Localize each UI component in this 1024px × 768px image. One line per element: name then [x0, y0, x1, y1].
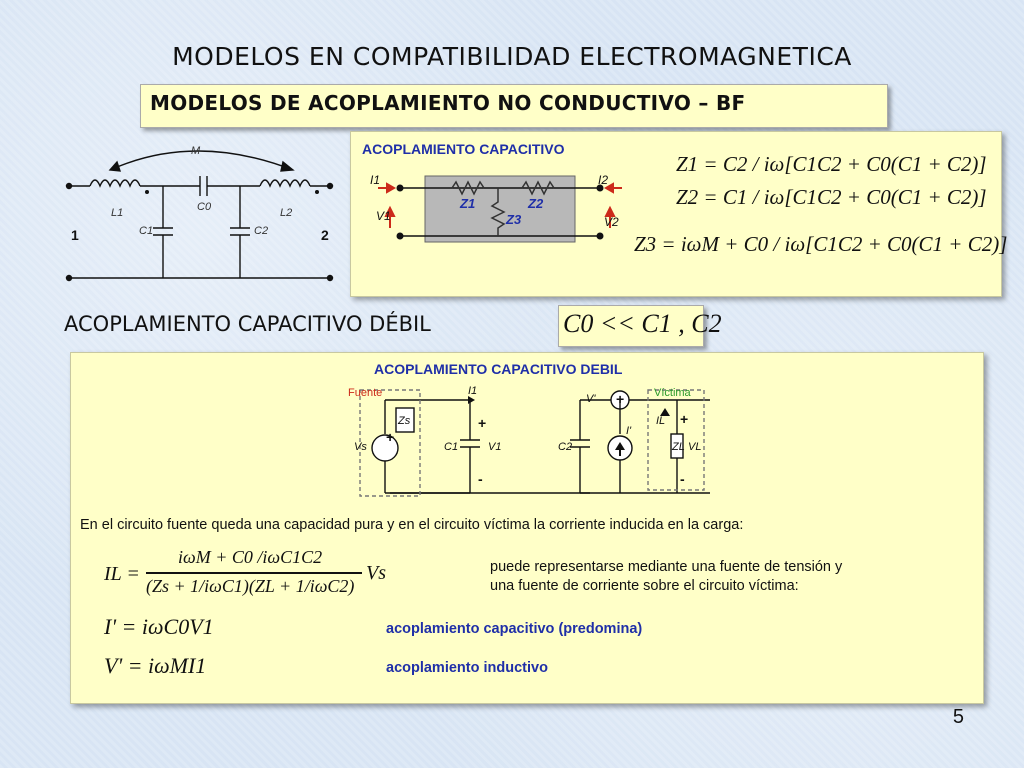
z3-label: Z3 [506, 212, 522, 227]
il-eq-numerator: iωM + C0 /iωC1C2 [178, 547, 323, 567]
vl-minus: - [680, 471, 685, 487]
z2-label: Z2 [528, 196, 544, 211]
coupled-circuit-diagram [55, 138, 350, 288]
iprime-equation: I' = iωC0V1 [104, 614, 214, 639]
zs-label: Zs [398, 415, 411, 427]
v1-plus: + [478, 415, 487, 431]
t-network-diagram [360, 160, 630, 255]
c1-label: C1 [444, 441, 459, 453]
capacitive-note: acoplamiento capacitivo (predomina) [386, 621, 643, 637]
c2-label: C2 [254, 225, 269, 237]
v1-minus: - [478, 471, 483, 487]
zl-label: ZL [672, 441, 685, 453]
vs-plus: + [386, 429, 395, 445]
z2-equation: Z2 = C1 / iω[C1C2 + C0(C1 + C2)] [676, 185, 987, 209]
iprime-label: I' [626, 425, 632, 437]
vl-plus: + [680, 411, 689, 427]
weak-coupling-label: ACOPLAMIENTO CAPACITIVO DÉBIL [64, 312, 431, 336]
represent-text-1: puede representarse mediante una fuente de tensión y [490, 559, 843, 575]
c1-label: C1 [139, 225, 154, 237]
il-eq-rhs: Vs [366, 562, 386, 584]
port-2-label: 2 [321, 227, 329, 243]
i2-label: I2 [598, 173, 609, 187]
il-eq-lhs: IL = [104, 563, 140, 585]
l2-label: L2 [280, 207, 293, 219]
page-number: 5 [952, 706, 964, 728]
l1-label: L1 [111, 207, 124, 219]
capacitive-heading: ACOPLAMIENTO CAPACITIVO [362, 141, 565, 157]
fraction-bar [146, 572, 362, 574]
i1-label: I1 [468, 385, 478, 397]
c2-label: C2 [558, 441, 573, 453]
vs-label: Vs [354, 441, 367, 453]
v1-label: V1 [376, 209, 391, 223]
mutual-label: M [191, 145, 201, 157]
inductive-note: acoplamiento inductivo [386, 660, 548, 676]
z3-equation: Z3 = iωM + C0 / iω[C1C2 + C0(C1 + C2)] [634, 232, 1008, 256]
description-text: En el circuito fuente queda una capacidad pura y en el circuito víctima la corriente inducida en la carga: [80, 517, 744, 533]
slide-title: MODELOS EN COMPATIBILIDAD ELECTROMAGNETICA [172, 42, 852, 71]
mutual-arc [110, 151, 293, 170]
v1-label: V1 [488, 441, 502, 453]
subtitle: MODELOS DE ACOPLAMIENTO NO CONDUCTIVO – BF [150, 91, 746, 115]
weak-condition: C0 << C1 , C2 [563, 309, 722, 338]
represent-text-2: una fuente de corriente sobre el circuito víctima: [490, 578, 799, 594]
vl-label: VL [688, 441, 702, 453]
victima-label: Víctima [654, 387, 691, 399]
il-eq-denominator: (Zs + 1/iωC1)(ZL + 1/iωC2) [146, 576, 355, 596]
v2-label: V2 [604, 215, 619, 229]
vprime-equation: V' = iωMI1 [104, 653, 207, 678]
weak-heading: ACOPLAMIENTO CAPACITIVO DEBIL [374, 361, 623, 377]
weak-coupling-circuit [340, 378, 720, 498]
il-label: IL [656, 415, 666, 427]
c0-label: C0 [197, 201, 212, 213]
fuente-label: Fuente [348, 387, 383, 399]
z1-equation: Z1 = C2 / iω[C1C2 + C0(C1 + C2)] [676, 152, 987, 176]
vprime-plus: + [616, 391, 625, 407]
i1-label: I1 [370, 173, 381, 187]
vprime-label: V' [586, 393, 596, 405]
port-1-label: 1 [71, 227, 79, 243]
z1-label: Z1 [460, 196, 476, 211]
